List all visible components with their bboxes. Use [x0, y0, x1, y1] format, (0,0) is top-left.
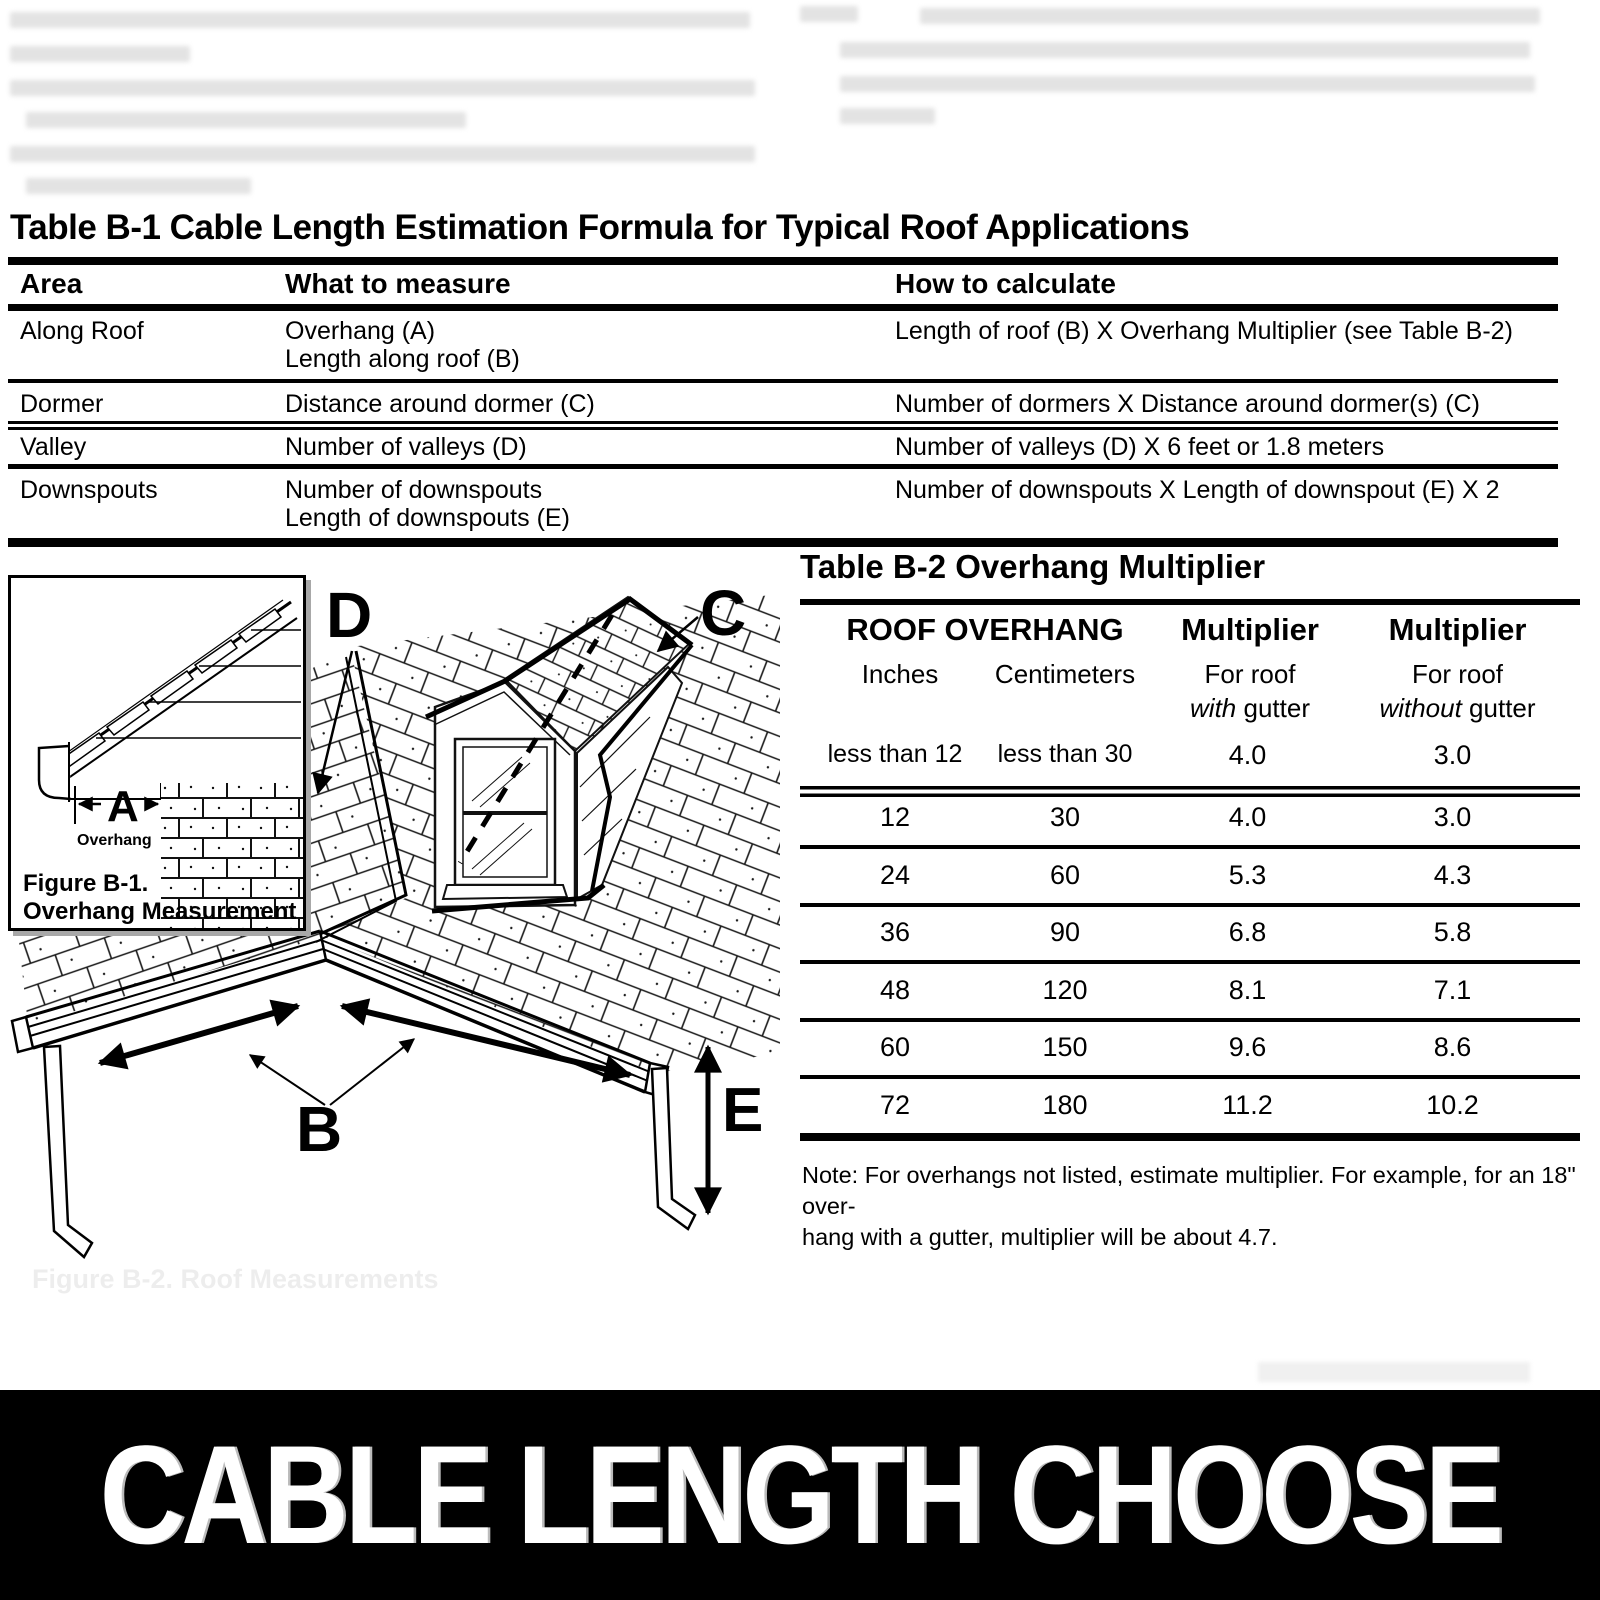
downspout-left — [44, 1046, 92, 1257]
table-cell: 36 — [879, 917, 911, 947]
table-cell: 8.1 — [1228, 975, 1267, 1005]
table-row — [810, 860, 1570, 891]
gutter-1-italic: with — [1190, 693, 1237, 723]
table-cell: 150 — [1042, 1032, 1088, 1062]
figure-b2-faded-caption: Figure B-2. Roof Measurements — [32, 1264, 439, 1294]
table-row — [810, 1032, 1570, 1063]
table-cell: 4.3 — [1433, 860, 1472, 890]
table-b2-multiplier-header-1: Multiplier — [1181, 612, 1319, 647]
table-b2-title: Table B-2 Overhang Multiplier — [800, 548, 1266, 585]
table-cell: 3.0 — [1433, 802, 1472, 832]
table-b2-sub-forroof-1: For roof — [1204, 659, 1296, 689]
overhang-measurement-drawing — [11, 578, 303, 928]
table-row: Along Roof — [20, 317, 144, 345]
table-cell: 10.2 — [1426, 1090, 1479, 1120]
table-cell: 90 — [1049, 917, 1081, 947]
figure-b1-caption-line1: Figure B-1. — [23, 870, 149, 897]
table-cell: 5.3 — [1228, 860, 1267, 890]
gutter-2-italic: without — [1379, 693, 1462, 723]
downspout-right — [652, 1068, 695, 1229]
table-cell: 24 — [879, 860, 911, 890]
rule — [800, 786, 1580, 797]
rule — [800, 1075, 1580, 1079]
table-cell: Length along roof (B) — [285, 345, 520, 373]
table-row: Valley — [20, 433, 87, 461]
table-row — [810, 1090, 1570, 1121]
table-b2-sub-inches: Inches — [861, 659, 939, 689]
table-cell: 30 — [1049, 802, 1081, 832]
table-b1-title: Table B-1 Cable Length Estimation Formula for Typical Roof Applications — [10, 208, 1190, 247]
table-b1-header-measure: What to measure — [285, 268, 511, 299]
downspout-label-e: E — [722, 1076, 764, 1145]
table-b2-multiplier-header-2: Multiplier — [1388, 612, 1527, 647]
rule — [800, 960, 1580, 964]
inset-overhang-label: Overhang — [77, 832, 152, 849]
figure-b1-inset — [8, 575, 306, 931]
inset-label-a: A — [107, 782, 139, 831]
rule — [800, 599, 1580, 605]
table-cell: 72 — [879, 1090, 911, 1120]
banner — [0, 1390, 1600, 1600]
roof-label-b: B — [296, 1093, 343, 1165]
rule — [8, 464, 1558, 469]
rule — [8, 304, 1558, 311]
rule — [8, 379, 1558, 383]
rule — [800, 1018, 1580, 1022]
b-pointer-left — [250, 1055, 325, 1105]
rule — [800, 845, 1580, 849]
rule — [8, 257, 1558, 265]
table-cell: 120 — [1042, 975, 1088, 1005]
table-b2-sub-centimeters: Centimeters — [994, 659, 1136, 689]
inset-gutter — [39, 746, 71, 799]
b-pointer-right — [330, 1039, 414, 1105]
inset-shingles — [63, 609, 281, 766]
table-b2-group-header: ROOF OVERHANG — [846, 612, 1124, 647]
table-cell: Number of valleys (D) — [285, 433, 527, 461]
table-cell: 3.0 — [1433, 740, 1472, 770]
table-cell: less than 12 — [827, 740, 963, 768]
table-cell: Number of dormers X Distance around dormer(s) (C) — [895, 390, 1480, 418]
table-cell: 60 — [1049, 860, 1081, 890]
table-cell: 4.0 — [1228, 802, 1267, 832]
table-b2-gutter-label-2 — [1350, 693, 1565, 724]
table-row: Dormer — [20, 390, 104, 418]
table-cell: Length of roof (B) X Overhang Multiplier (see Table B-2) — [895, 317, 1513, 345]
table-cell: 48 — [879, 975, 911, 1005]
figure-b1-caption-line2: Overhang Measurement — [23, 898, 297, 925]
rule — [800, 1133, 1580, 1141]
table-cell: 11.2 — [1222, 1090, 1273, 1120]
table-row — [810, 975, 1570, 1006]
table-b1-header-area: Area — [20, 268, 83, 299]
table-cell: Length of downspouts (E) — [285, 504, 570, 532]
table-cell: 60 — [879, 1032, 911, 1062]
table-row — [810, 740, 1570, 771]
faded-watermark — [1258, 1362, 1530, 1382]
label-b-group — [250, 1039, 414, 1165]
table-cell: Number of downspouts — [285, 476, 543, 504]
table-cell: 9.6 — [1228, 1032, 1267, 1062]
gutter-1-rest: gutter — [1236, 693, 1310, 723]
table-cell: 5.8 — [1433, 917, 1472, 947]
note-line-2: hang with a gutter, multiplier will be about 4.7. — [802, 1224, 1278, 1250]
table-b1-header-calc: How to calculate — [895, 268, 1116, 299]
table-cell: 7.1 — [1433, 975, 1472, 1005]
table-row: Downspouts — [20, 476, 158, 504]
table-cell: 180 — [1042, 1090, 1088, 1120]
table-b2-note — [802, 1160, 1592, 1253]
table-b2-sub-forroof-2: For roof — [1411, 659, 1504, 689]
table-cell: 6.8 — [1228, 917, 1267, 947]
table-cell: Number of valleys (D) X 6 feet or 1.8 meters — [895, 433, 1385, 461]
dormer-label-c: C — [700, 577, 747, 649]
note-line-1: Note: For overhangs not listed, estimate multiplier. For example, for an 18" over- — [802, 1162, 1576, 1219]
table-cell: Distance around dormer (C) — [285, 390, 595, 418]
table-row — [810, 802, 1570, 833]
table-cell: 12 — [879, 802, 911, 832]
rule — [8, 421, 1558, 430]
gutter-2-rest: gutter — [1461, 693, 1536, 723]
table-cell: less than 30 — [997, 740, 1133, 768]
table-cell: 4.0 — [1228, 740, 1267, 770]
banner-title: CABLE LENGTH CHOOSE — [99, 1416, 1501, 1573]
table-row — [810, 917, 1570, 948]
valley-label-d: D — [326, 579, 373, 651]
table-b2-gutter-label-1 — [1155, 693, 1345, 724]
rule — [8, 538, 1558, 547]
dormer-window — [443, 739, 567, 899]
table-cell: Number of downspouts X Length of downspout (E) X 2 — [895, 476, 1500, 504]
label-e-group — [708, 1047, 763, 1213]
table-cell: 8.6 — [1433, 1032, 1472, 1062]
table-cell: Overhang (A) — [285, 317, 436, 345]
rule — [800, 903, 1580, 907]
